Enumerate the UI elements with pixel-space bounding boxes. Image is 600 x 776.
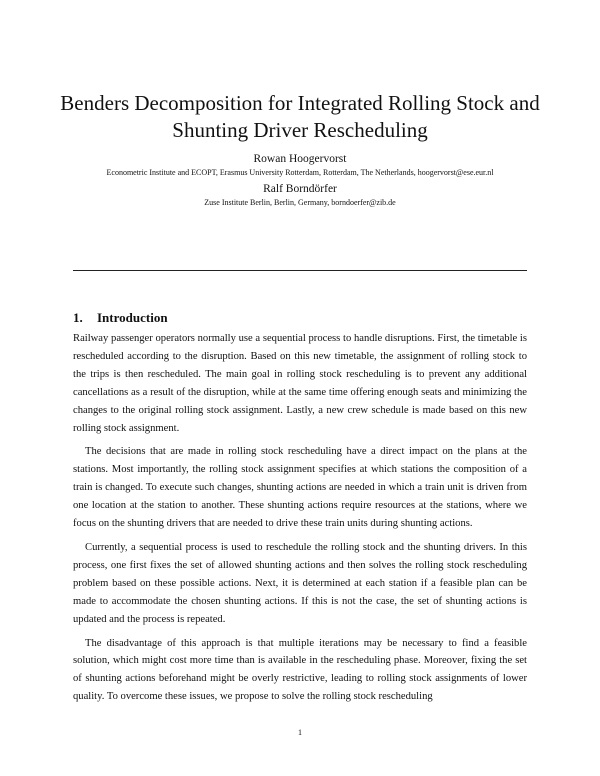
abstract-divider bbox=[73, 270, 527, 271]
paragraph: Railway passenger operators normally use a sequential process to handle disruptions. First, the timetable is rescheduled according to the disruption. Based on this new timetable, the assignment of rolling stock to the trips is then rescheduled. The main goal in rolling stock rescheduling is to prevent any additional cancellations as a result of the disruption, while at the same time offering enough seats and minimizing the changes to the original rolling stock assignment. Lastly, a new crew schedule is made based on this new rolling stock assignment. bbox=[73, 333, 527, 434]
paragraph: The disadvantage of this approach is that multiple iterations may be necessary to find a feasible solution, which might cost more time than is available in the rescheduling phase. Moreover, fixing the set of shunting actions beforehand might be overly restrictive, leading to rolling stock assignments of lower quality. To overcome these issues, we propose to solve the rolling stock rescheduling bbox=[73, 637, 527, 703]
section-heading bbox=[73, 310, 168, 326]
page-number: 1 bbox=[298, 728, 302, 737]
section-number: 1. bbox=[73, 310, 83, 325]
author-affiliation: Zuse Institute Berlin, Berlin, Germany, borndoerfer@zib.de bbox=[204, 198, 396, 207]
paragraph: The decisions that are made in rolling stock rescheduling have a direct impact on the plans at the stations. Most importantly, the rolling stock assignment specifies at which stations the composition of a train is changed. To execute such changes, shunting actions are needed in which a train unit is driven from one location at the station to another. These shunting actions require resources at the stations, where we focus on the shunting drivers that are needed to drive these train units during shunting actions. bbox=[73, 446, 527, 530]
paragraph: Currently, a sequential process is used to reschedule the rolling stock and the shunting drivers. In this process, one first fixes the set of allowed shunting actions and then solves the rolling stock rescheduling problem based on these possible actions. Next, it is determined at each station if a feasible plan can be made to accommodate the chosen shunting actions. If this is not the case, the set of shunting actions is updated and the process is repeated. bbox=[73, 541, 527, 625]
author-name: Rowan Hoogervorst bbox=[253, 153, 347, 165]
body-text bbox=[73, 330, 527, 712]
section-title: Introduction bbox=[97, 310, 168, 325]
author-affiliation: Econometric Institute and ECOPT, Erasmus University Rotterdam, Rotterdam, The Netherlands, hoogervorst@ese.eur.nl bbox=[106, 168, 494, 177]
author-name: Ralf Borndörfer bbox=[263, 183, 337, 195]
paper-title: Benders Decomposition for Integrated Rolling Stock and Shunting Driver Rescheduling bbox=[60, 91, 540, 142]
